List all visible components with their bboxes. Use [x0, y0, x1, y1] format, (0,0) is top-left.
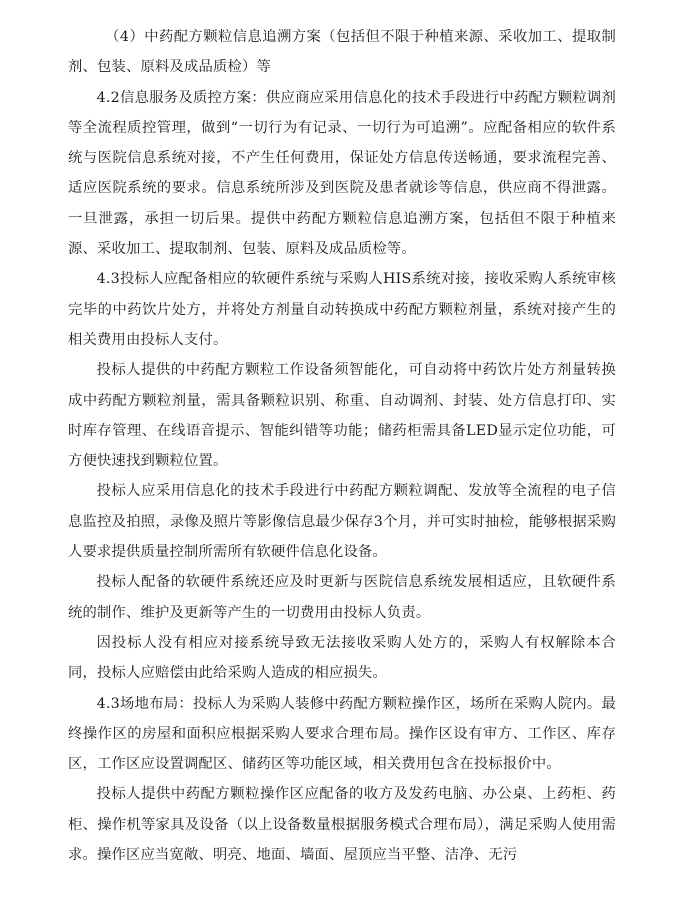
paragraph-traceability-plan: （4）中药配方颗粒信息追溯方案（包括但不限于种植来源、采收加工、提取制剂、包装、原料及成品质检）等 [68, 29, 616, 76]
paragraph-info-monitoring: 投标人应采用信息化的技术手段进行中药配方颗粒调配、发放等全流程的电子信息监控及拍照，录像及照片等影像信息最少保存3个月，并可实时抽检，能够根据采购人要求提供质量控制所需所有软硬件信息化设备。 [68, 483, 616, 561]
paragraph-info-service-qc: 4.2信息服务及质控方案：供应商应采用信息化的技术手段进行中药配方颗粒调剂等全流程质控管理，做到“一切行为有记录、一切行为可追溯”。应配备相应的软件系统与医院信息系统对接，不产生任何费用，保证处方信息传送畅通，要求流程完善、适应医院系统的要求。信息系统所涉及到医院及患者就诊等信息，供应商不得泄露。一旦泄露，承担一切后果。提供中药配方颗粒信息追溯方案，包括但不限于种植来源、采收加工、提取制剂、包装、原料及成品质检等。 [68, 89, 616, 258]
document-body [68, 22, 616, 870]
paragraph-smart-equipment: 投标人提供的中药配方颗粒工作设备须智能化，可自动将中药饮片处方剂量转换成中药配方颗粒剂量，需具备颗粒识别、称重、自动调剂、封装、处方信息打印、实时库存管理、在线语音提示、智能纠错等功能；储药柜需具备LED显示定位功能，可方便快速找到颗粒位置。 [68, 362, 616, 470]
paragraph-his-integration: 4.3投标人应配备相应的软硬件系统与采购人HIS系统对接，接收采购人系统审核完毕的中药饮片处方，并将处方剂量自动转换成中药配方颗粒剂量，系统对接产生的相关费用由投标人支付。 [68, 271, 616, 348]
paragraph-contract-termination: 因投标人没有相应对接系统导致无法接收采购人处方的，采购人有权解除本合同，投标人应赔偿由此给采购人造成的相应损失。 [68, 634, 616, 682]
paragraph-system-updates: 投标人配备的软硬件系统还应及时更新与医院信息系统发展相适应，且软硬件系统的制作、维护及更新等产生的一切费用由投标人负责。 [68, 574, 616, 621]
paragraph-operation-area-equipment: 投标人提供中药配方颗粒操作区应配备的收方及发药电脑、办公桌、上药柜、药柜、操作机等家具及设备（以上设备数量根据服务模式合理布局），满足采购人使用需求。操作区应当宽敞、明亮、地面、墙面、屋顶应当平整、洁净、无污 [68, 786, 616, 864]
paragraph-site-layout: 4.3场地布局：投标人为采购人装修中药配方颗粒操作区，场所在采购人院内。最终操作区的房屋和面积应根据采购人要求合理布局。操作区设有审方、工作区、库存区，工作区应设置调配区、储药区等功能区域，相关费用包含在投标报价中。 [68, 695, 616, 773]
